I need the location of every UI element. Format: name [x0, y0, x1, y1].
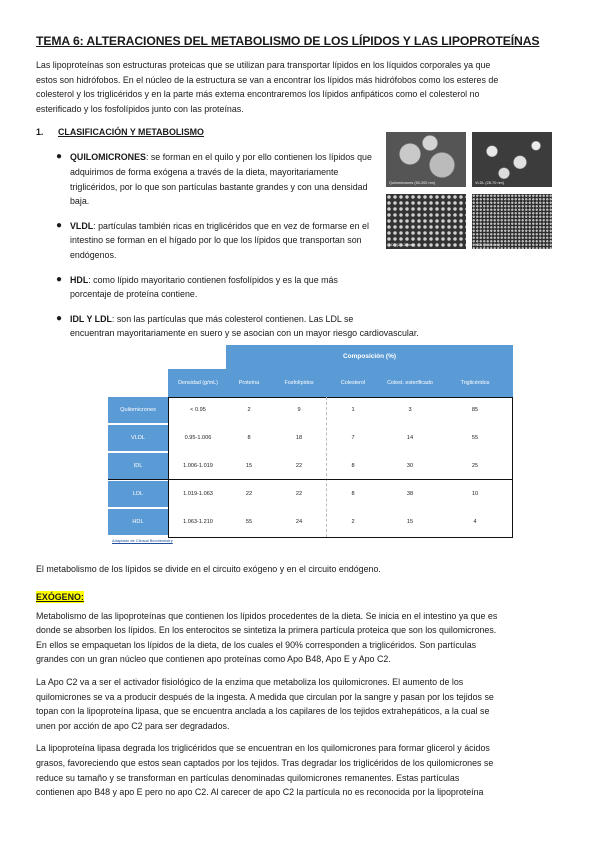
bullet-term: IDL Y LDL: [70, 313, 112, 324]
table-cell: 8: [351, 491, 355, 497]
table-cell: 1.006-1.019: [183, 463, 213, 469]
bullet-dot-icon: ●: [56, 312, 63, 324]
table-cell: 3: [408, 407, 412, 413]
row-label: LDL: [108, 481, 168, 507]
text-line: : como lípido mayoritario contienen fosfolípidos y es la que más: [88, 274, 338, 285]
bullet-term: HDL: [70, 274, 89, 285]
row-label: VLDL: [108, 425, 168, 451]
table-cell: 8: [351, 463, 355, 469]
bullet-dot-icon: ●: [56, 151, 63, 163]
paragraph: [36, 609, 568, 667]
row-label: Quilomicrones: [108, 397, 168, 423]
lipoprotein-micrographs: [386, 132, 554, 312]
section-title: CLASIFICACIÓN Y METABOLISMO: [58, 127, 204, 138]
column-header: Triglicéridos: [460, 379, 490, 386]
table-cell: 25: [471, 463, 479, 469]
table-cell: 7: [351, 435, 355, 441]
bullet-term: QUILOMICRONES: [70, 152, 146, 163]
table-cell: 55: [245, 519, 253, 525]
table-cell: 15: [406, 519, 414, 525]
section-number: 1.: [36, 127, 44, 138]
row-label: IDL: [108, 453, 168, 479]
intro-paragraph: [36, 58, 566, 116]
text-line: : partículas también ricas en triglicéridos que en vez de formarse en el: [93, 220, 369, 231]
bullet-quilomicrones: [56, 150, 420, 208]
text-line: encuentran mayoritariamente en suero y se asocian con un mayor riesgo cardiovascular.: [70, 328, 419, 339]
page-title: TEMA 6: ALTERACIONES DEL METABOLISMO DE LOS LÍPIDOS Y LAS LIPOPROTEÍNAS: [36, 34, 540, 48]
table-cell: < 0.95: [190, 407, 206, 413]
text-line: baja.: [70, 196, 90, 207]
table-cell: 9: [297, 407, 301, 413]
text-line: : se forman en el quilo y por ello contienen los lípidos que: [145, 152, 372, 163]
text-line: quilomicrones se va a producir después de la ingesta. A medida que circulan por la sangre y pasan por los tejidos se: [36, 691, 494, 702]
text-line: : son las partículas que más colesterol contienen. Las LDL se: [111, 313, 354, 324]
composition-header: Composición (%): [342, 353, 397, 360]
column-header: Proteína: [238, 379, 260, 386]
text-line: esterificado y los fosfolípidos junto con las proteínas.: [36, 103, 244, 114]
table-cell: 1: [351, 407, 355, 413]
table-cell: 18: [295, 435, 303, 441]
micrograph-ldl: [386, 194, 466, 249]
micrograph-caption: Quilomicrones (50-200 nm): [389, 181, 436, 185]
exogeno-heading: EXÓGENO:: [36, 591, 84, 602]
micrograph-caption: HDL (8-13 nm): [475, 243, 500, 247]
table-cell: 24: [295, 519, 303, 525]
text-line: intestino se forman en el hígado por lo que los lípidos que transportan son: [70, 235, 362, 246]
table-cell: 55: [471, 435, 479, 441]
column-header: Densidad (g/mL): [178, 379, 218, 386]
table-cell: 22: [295, 491, 303, 497]
bullet-list: [56, 150, 420, 341]
text-line: unen por acción de apo C2 para ser degradados.: [36, 720, 230, 731]
text-line: endógenos.: [70, 249, 117, 260]
bullet-dot-icon: ●: [56, 273, 63, 285]
bullet-term: VLDL: [70, 220, 94, 231]
table-cell: 8: [247, 435, 251, 441]
micrograph-quilomicrones: [386, 132, 466, 187]
table-cell: 2: [351, 519, 355, 525]
text-line: topan con la lipoproteína lipasa, que se encuentra anclada a los capilares de los tejidos extrahepáticos, a la cual se: [36, 706, 490, 717]
micrograph-caption: VLDL (28-70 nm): [475, 181, 504, 185]
table-cell: 1.063-1.210: [183, 519, 213, 525]
table-cell: 22: [245, 491, 253, 497]
paragraph: [36, 741, 568, 799]
column-header: Colest. esterificado: [387, 379, 433, 386]
row-divider: [108, 479, 513, 480]
table-cell: 2: [247, 407, 251, 413]
text-line: reduce su tamaño y se transforman en partículas denominadas quilomicrones remanentes. Estas partículas: [36, 772, 460, 783]
column-header: Colesterol: [340, 379, 366, 386]
table-cell: 15: [245, 463, 253, 469]
text-line: En ellos se empaquetan los lípidos de la dieta, de los cuales el 90% corresponden a triglicéridos. Son partículas: [36, 639, 477, 650]
table-cell: 0.95-1.006: [184, 435, 212, 441]
text-line: porcentaje de proteína contiene.: [70, 289, 198, 300]
text-line: estos son hidrófobos. En el núcleo de la estructura se van a encontrar los lípidos más hidrófobos como los esteres de: [36, 74, 499, 85]
text-line: La Apo C2 va a ser el activador fisiológico de la enzima que metaboliza los quilomicrones. El aumento de los: [36, 676, 464, 687]
table-cell: 14: [406, 435, 414, 441]
table-cell: 22: [295, 463, 303, 469]
bullet-dot-icon: ●: [56, 219, 63, 231]
composition-table: [108, 345, 513, 543]
text-line: grasos, favoreciendo que estos sean captados por los tejidos. Tras degradar los triglicéridos de los quilomicrones se: [36, 757, 494, 768]
metabolism-section: [36, 562, 568, 800]
text-line: colesterol y los triglicéridos y en la parte más externa encontraremos los lípidos anfipáticos como el colesterol no: [36, 89, 480, 100]
text-line: Metabolismo de las lipoproteínas que contienen los lípidos procedentes de la dieta. Se inicia en el intestino ya que es: [36, 610, 498, 621]
split-paragraph: El metabolismo de los lípidos se divide en el circuito exógeno y en el circuito endógeno.: [36, 564, 381, 574]
table-cell: 4: [473, 519, 477, 525]
table-cell: 10: [471, 491, 479, 497]
micrograph-hdl: [472, 194, 552, 249]
bullet-hdl: [56, 273, 420, 302]
text-line: contienen apo B48 y apo E pero no apo C2. Al carecer de apo C2 la partícula no es reconocida por la lipoproteína: [36, 787, 484, 798]
table-cell: 85: [471, 407, 479, 413]
table-source-link[interactable]: Adaptado de Clinical Biochemistry: [112, 538, 173, 543]
bullet-idl-ldl: [56, 312, 510, 341]
micrograph-vldl: [472, 132, 552, 187]
table-cell: 38: [406, 491, 414, 497]
row-label: HDL: [108, 509, 168, 535]
table-cell: 1.019-1.063: [183, 491, 213, 497]
text-line: adquirimos de forma exógena a través de la dieta, mayoritariamente: [70, 166, 339, 177]
text-line: Las lipoproteínas son estructuras proteicas que se utilizan para transportar lípidos en los líquidos corporales ya que: [36, 60, 491, 70]
paragraph: [36, 675, 568, 733]
micrograph-caption: LDL (20-25 nm): [389, 243, 416, 247]
text-line: La lipoproteína lipasa degrada los triglicéridos que se encuentran en los quilomicrones para formar glicerol y ácidos: [36, 743, 490, 754]
text-line: donde se absorben los lípidos. En los enterocitos se sintetiza la primera partícula proteica que son los quilomicrones.: [36, 625, 497, 636]
text-line: triglicéridos, por lo que son partículas bastante grandes y con una densidad: [70, 181, 368, 192]
text-line: grandes con un gran núcleo que contienen apo proteínas como Apo B48, Apo E y Apo C2.: [36, 654, 391, 665]
table-cell: 30: [406, 463, 414, 469]
column-header: Fosfolípidos: [284, 379, 314, 386]
bullet-vldl: [56, 219, 420, 263]
